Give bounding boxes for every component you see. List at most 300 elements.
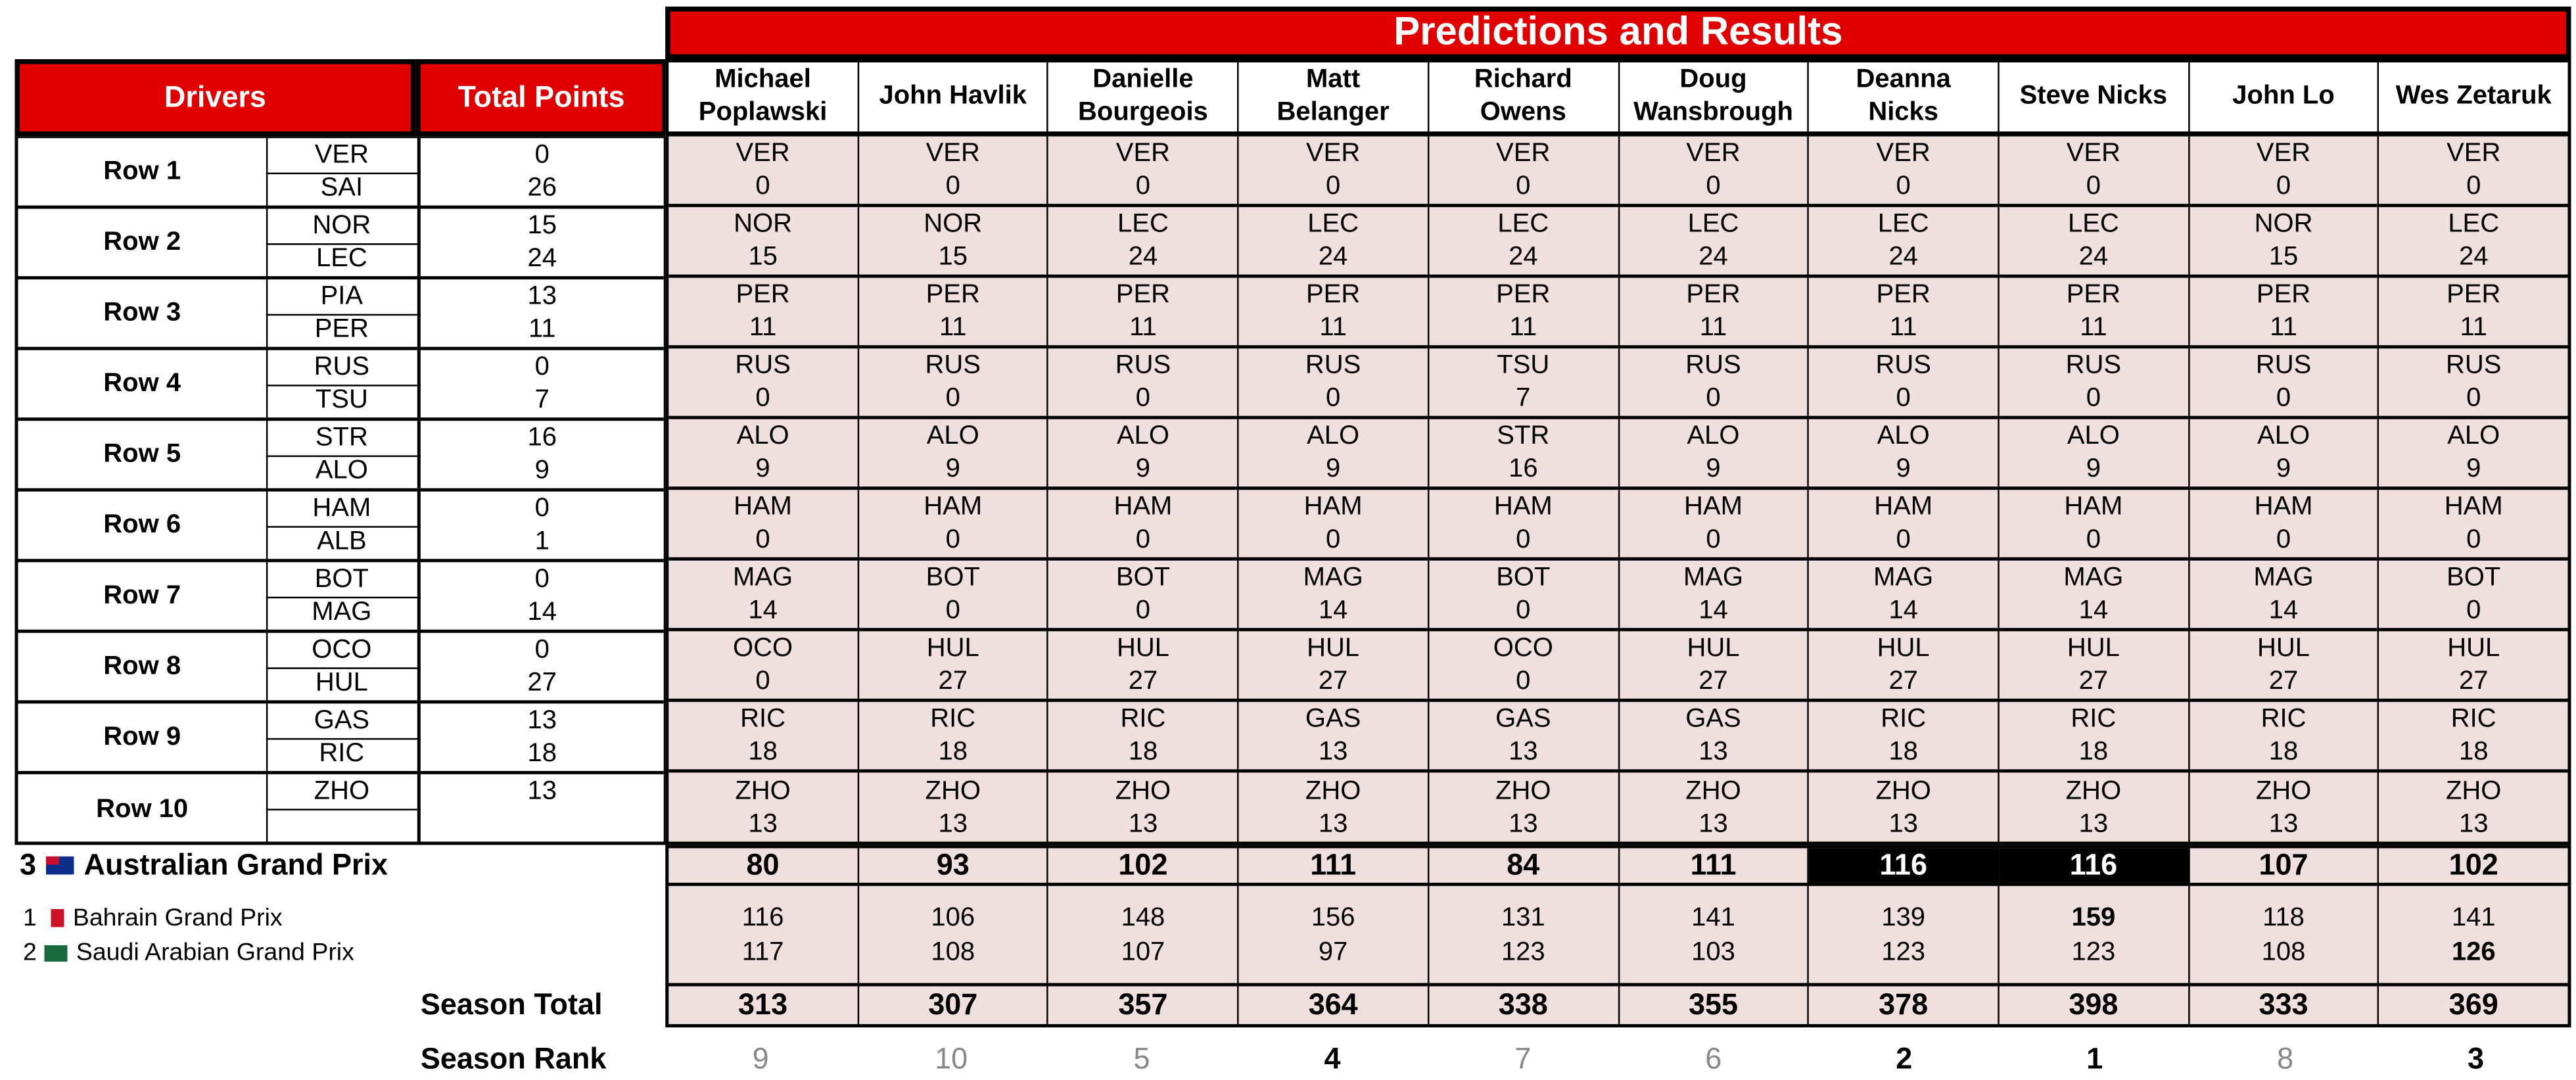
row-label: Row 10 <box>18 774 268 845</box>
driver-code: RUS <box>266 350 421 387</box>
predicted-points: 0 <box>2276 172 2291 200</box>
predicted-driver: HUL <box>1687 634 1740 662</box>
predicted-driver: HUL <box>2447 634 2500 662</box>
previous-race-score: 123 <box>2071 937 2116 966</box>
predicted-driver: PER <box>1686 280 1741 308</box>
predicted-driver: HUL <box>1877 634 1930 662</box>
predicted-points: 0 <box>1896 172 1911 200</box>
driver-points: 16 <box>527 423 557 452</box>
predicted-driver: PER <box>1496 280 1551 308</box>
prediction-cell <box>1619 137 1809 204</box>
prediction-cell <box>1619 561 1809 628</box>
previous-race-score: 141 <box>1691 903 1735 931</box>
saudi-arabia-flag-icon <box>45 945 68 961</box>
prediction-cell <box>1429 490 1619 557</box>
row-label: Row 6 <box>18 492 268 559</box>
season-total-value: 369 <box>2448 987 2498 1021</box>
prediction-cell <box>858 490 1048 557</box>
prediction-cell <box>1619 348 1809 416</box>
prediction-cell <box>2190 772 2379 843</box>
driver-code: LEC <box>266 243 421 276</box>
driver-points: 0 <box>534 352 550 381</box>
predicted-points: 24 <box>1698 242 1728 271</box>
prediction-cell <box>2190 278 2379 346</box>
predicted-points: 11 <box>2460 313 2487 341</box>
race-score: 80 <box>668 848 858 883</box>
prediction-cell <box>2190 207 2379 275</box>
season-total-value: 357 <box>1049 986 1239 1024</box>
predicted-driver: OCO <box>1493 634 1553 662</box>
predicted-driver: HUL <box>2257 634 2310 662</box>
prediction-cell <box>2379 207 2568 275</box>
predicted-driver: PER <box>2447 280 2501 308</box>
prediction-cell <box>1809 702 1999 770</box>
previous-races-labels <box>23 901 354 970</box>
driver-points: 18 <box>527 740 557 768</box>
drivers-header <box>14 59 415 137</box>
season-rank-value: 1 <box>2086 1041 2103 1075</box>
prediction-cell <box>2190 490 2379 557</box>
predicted-driver: MAG <box>1303 563 1363 592</box>
previous-race-scores-cell <box>668 886 858 983</box>
predicted-points: 11 <box>939 313 967 341</box>
predicted-points: 0 <box>2086 525 2101 553</box>
prediction-cell <box>1239 561 1429 628</box>
prediction-cell <box>1239 490 1429 557</box>
driver-code: HUL <box>266 667 421 700</box>
predicted-points: 24 <box>1509 242 1538 271</box>
predicted-driver: LEC <box>1117 209 1169 238</box>
prediction-cell <box>2379 631 2568 699</box>
prediction-cell <box>858 419 1048 487</box>
predicted-driver: ALO <box>2257 421 2310 450</box>
row-label: Row 9 <box>18 703 268 771</box>
predicted-points: 0 <box>2086 172 2101 200</box>
current-race-title <box>20 847 388 883</box>
predicted-driver: ZHO <box>735 776 791 805</box>
predicted-points: 0 <box>1706 525 1721 553</box>
prediction-cell <box>1049 348 1239 416</box>
predicted-points: 18 <box>2078 737 2109 766</box>
predicted-points: 11 <box>2080 313 2107 341</box>
race-score: 116 <box>2000 848 2190 883</box>
prediction-cell <box>1809 348 1999 416</box>
predicted-driver: BOT <box>2447 563 2501 592</box>
previous-race-score: 141 <box>2451 903 2496 931</box>
predicted-driver: HUL <box>1116 634 1169 662</box>
predicted-points: 0 <box>1706 172 1721 200</box>
predicted-points: 0 <box>755 525 770 553</box>
predicted-driver: VER <box>1305 139 1361 167</box>
predicted-points: 18 <box>2458 737 2489 766</box>
driver-code: SAI <box>266 173 421 206</box>
previous-race-label <box>23 935 354 970</box>
row-label: Row 5 <box>18 421 268 488</box>
driver-code: BOT <box>266 562 421 598</box>
predicted-driver: ALO <box>926 421 979 450</box>
prediction-cell <box>1809 207 1999 275</box>
previous-race-scores-cell <box>1619 886 1809 983</box>
predicted-driver: PER <box>2066 280 2120 308</box>
prediction-row <box>668 207 2567 278</box>
predicted-driver: HAM <box>1303 492 1363 521</box>
prediction-row <box>668 772 2567 843</box>
prediction-cell <box>858 278 1048 346</box>
prediction-cell <box>858 207 1048 275</box>
predicted-driver: ZHO <box>1115 776 1171 805</box>
prediction-cell <box>2190 702 2379 770</box>
row-label: Row 7 <box>18 562 268 630</box>
prediction-cell <box>2000 419 2190 487</box>
predicted-driver: MAG <box>2253 563 2314 592</box>
banner-title: Predictions and Results <box>1393 10 1843 55</box>
predicted-points: 0 <box>945 383 960 412</box>
predicted-points: 18 <box>2268 737 2299 766</box>
prediction-cell <box>1239 631 1429 699</box>
predicted-points: 24 <box>2078 242 2109 271</box>
predicted-points: 0 <box>1135 172 1151 200</box>
predicted-driver: BOT <box>1115 563 1171 592</box>
previous-race-label <box>23 901 354 935</box>
predicted-driver: BOT <box>925 563 980 592</box>
prediction-cell <box>2000 631 2190 699</box>
predicted-points: 9 <box>1896 454 1911 482</box>
predicted-driver: HUL <box>2067 634 2120 662</box>
season-rank-value: 3 <box>2467 1041 2485 1075</box>
predicted-driver: NOR <box>924 209 983 238</box>
row-label: Row 4 <box>18 350 268 418</box>
previous-race-score: 118 <box>2262 903 2305 931</box>
prediction-cell <box>1619 419 1809 487</box>
predicted-points: 27 <box>1128 667 1158 695</box>
season-rank-value: 9 <box>752 1041 769 1075</box>
driver-points: 13 <box>527 706 557 734</box>
predicted-driver: RUS <box>2255 350 2312 379</box>
predicted-points: 0 <box>1896 383 1911 412</box>
predicted-driver: RUS <box>925 350 981 379</box>
predicted-points: 0 <box>945 596 960 624</box>
previous-race-score: 108 <box>931 937 975 966</box>
prediction-row <box>668 419 2567 490</box>
season-rank-value: 8 <box>2277 1041 2294 1075</box>
prediction-row <box>668 278 2567 349</box>
predicted-driver: PER <box>736 280 790 308</box>
prediction-cell <box>2379 561 2568 628</box>
prediction-cell <box>2379 490 2568 557</box>
predicted-points: 0 <box>1135 525 1151 553</box>
predicted-driver: ZHO <box>1305 776 1361 805</box>
previous-race-score: 156 <box>1311 903 1355 931</box>
prediction-cell <box>2000 772 2190 843</box>
prediction-cell <box>858 772 1048 843</box>
predicted-points: 27 <box>2078 667 2109 695</box>
prediction-cell <box>1429 137 1619 204</box>
row-label: Row 3 <box>18 279 268 347</box>
driver-row <box>18 421 663 492</box>
predicted-driver: LEC <box>2067 209 2119 238</box>
driver-points: 7 <box>534 386 550 415</box>
prediction-cell <box>1429 348 1619 416</box>
previous-race-score: 139 <box>1881 903 1926 931</box>
driver-points: 14 <box>527 598 557 626</box>
season-total-value: 313 <box>668 986 858 1024</box>
previous-race-score: 131 <box>1501 903 1545 931</box>
prediction-cell <box>1429 419 1619 487</box>
previous-race-score: 159 <box>2071 903 2116 931</box>
predicted-driver: VER <box>2256 139 2311 167</box>
predicted-driver: RIC <box>2071 704 2117 733</box>
predicted-points: 18 <box>748 737 778 766</box>
season-total-value: 398 <box>2000 986 2190 1024</box>
driver-points: 24 <box>527 245 557 273</box>
predicted-points: 9 <box>2276 454 2291 482</box>
driver-points: 9 <box>534 457 550 485</box>
season-rank-value: 7 <box>1514 1041 1532 1075</box>
predicted-points: 27 <box>938 667 968 695</box>
season-total-label: Season Total <box>420 987 603 1020</box>
prediction-cell <box>2000 561 2190 628</box>
predicted-points: 27 <box>2458 667 2489 695</box>
prediction-cell <box>1429 207 1619 275</box>
prediction-cell <box>1239 702 1429 770</box>
driver-code: MAG <box>266 597 421 630</box>
season-rank-value: 10 <box>935 1041 968 1075</box>
predicted-driver: RUS <box>2446 350 2502 379</box>
current-race-number: 3 <box>19 847 37 881</box>
prediction-cell <box>2190 419 2379 487</box>
season-total-value: 307 <box>858 986 1048 1024</box>
predicted-driver: LEC <box>1687 209 1739 238</box>
previous-race-score: 103 <box>1691 937 1735 966</box>
predicted-points: 11 <box>2270 313 2297 341</box>
predicted-driver: RUS <box>1685 350 1741 379</box>
predicted-points: 0 <box>945 172 960 200</box>
predicted-driver: VER <box>1496 139 1551 167</box>
prediction-cell <box>1809 772 1999 843</box>
driver-points: 13 <box>527 776 557 805</box>
predicted-driver: ALO <box>736 421 789 450</box>
predicted-points: 13 <box>1698 737 1728 766</box>
prediction-cell <box>1619 278 1809 346</box>
prediction-cell <box>1809 561 1999 628</box>
prediction-cell <box>2379 137 2568 204</box>
driver-points: 0 <box>534 565 550 593</box>
previous-race-scores-cell <box>1809 886 1999 983</box>
prediction-cell <box>858 348 1048 416</box>
driver-code: PIA <box>266 279 421 316</box>
predicted-points: 15 <box>748 242 778 271</box>
prediction-cell <box>2000 278 2190 346</box>
predicted-points: 11 <box>749 313 777 341</box>
predicted-points: 0 <box>1896 525 1911 553</box>
predictor-header-row <box>665 59 2571 137</box>
prediction-cell <box>668 419 858 487</box>
previous-race-score: 107 <box>1121 937 1165 966</box>
predicted-points: 0 <box>2466 525 2481 553</box>
season-total-row <box>665 983 2571 1027</box>
predicted-driver: ZHO <box>1685 776 1741 805</box>
predicted-driver: ALO <box>2067 421 2120 450</box>
predicted-points: 24 <box>1128 242 1158 271</box>
race-score: 93 <box>858 848 1048 883</box>
predicted-driver: ALO <box>1307 421 1360 450</box>
predicted-points: 13 <box>2458 809 2489 838</box>
predicted-driver: HAM <box>1684 492 1743 521</box>
previous-race-name: Bahrain Grand Prix <box>72 904 283 932</box>
prediction-row <box>668 702 2567 773</box>
predictor-name: John Lo <box>2190 62 2379 131</box>
prediction-cell <box>1049 490 1239 557</box>
predicted-points: 0 <box>945 525 960 553</box>
previous-race-score: 123 <box>1881 937 1926 966</box>
prediction-cell <box>2190 137 2379 204</box>
predicted-points: 7 <box>1516 383 1531 412</box>
prediction-cell <box>1429 631 1619 699</box>
predicted-driver: VER <box>925 139 980 167</box>
prediction-cell <box>1049 137 1239 204</box>
previous-race-name: Saudi Arabian Grand Prix <box>76 938 354 967</box>
prediction-cell <box>1049 561 1239 628</box>
predictor-name: Michael Poplawski <box>668 62 858 131</box>
predicted-points: 15 <box>938 242 968 271</box>
predicted-points: 9 <box>1706 454 1721 482</box>
previous-race-score: 148 <box>1121 903 1165 931</box>
predicted-points: 9 <box>1135 454 1151 482</box>
predicted-points: 11 <box>1889 313 1917 341</box>
driver-points: 13 <box>527 281 557 310</box>
predicted-driver: PER <box>925 280 980 308</box>
previous-race-score: 108 <box>2261 937 2306 966</box>
predicted-points: 27 <box>1888 667 1918 695</box>
prediction-cell <box>1619 207 1809 275</box>
predicted-points: 11 <box>1129 313 1157 341</box>
predicted-driver: VER <box>2447 139 2501 167</box>
prediction-cell <box>858 631 1048 699</box>
race-score: 111 <box>1239 848 1429 883</box>
prediction-cell <box>1239 207 1429 275</box>
prediction-cell <box>668 561 858 628</box>
prediction-cell <box>1429 561 1619 628</box>
prediction-cell <box>1429 772 1619 843</box>
predicted-points: 24 <box>1888 242 1918 271</box>
predicted-points: 0 <box>1135 596 1151 624</box>
prediction-cell <box>668 631 858 699</box>
prediction-cell <box>2379 419 2568 487</box>
predicted-points: 0 <box>1325 383 1341 412</box>
prediction-cell <box>1429 278 1619 346</box>
driver-points: 11 <box>528 316 556 344</box>
predicted-driver: TSU <box>1497 350 1550 379</box>
driver-code: ALB <box>266 526 421 559</box>
predicted-points: 0 <box>1325 525 1341 553</box>
driver-code: OCO <box>266 633 421 669</box>
race-score: 84 <box>1429 848 1619 883</box>
current-race-scores <box>665 845 2571 886</box>
prediction-cell <box>2000 702 2190 770</box>
predicted-driver: OCO <box>733 634 793 662</box>
predicted-points: 13 <box>2268 809 2299 838</box>
previous-race-score: 123 <box>1501 937 1545 966</box>
driver-code: VER <box>266 138 421 174</box>
prediction-cell <box>2379 348 2568 416</box>
prediction-cell <box>2000 137 2190 204</box>
predicted-driver: ZHO <box>1495 776 1551 805</box>
prediction-cell <box>1239 348 1429 416</box>
predicted-driver: PER <box>1305 280 1361 308</box>
prediction-cell <box>668 207 858 275</box>
previous-race-scores-cell <box>858 886 1048 983</box>
prediction-cell <box>668 348 858 416</box>
previous-race-score: 126 <box>2451 937 2496 966</box>
predicted-points: 0 <box>1516 525 1531 553</box>
drivers-header-label: Drivers <box>164 80 266 114</box>
driver-points: 0 <box>534 494 550 522</box>
predicted-points: 14 <box>1318 596 1348 624</box>
predicted-driver: GAS <box>1305 704 1361 733</box>
predicted-driver: RIC <box>930 704 976 733</box>
driver-row <box>18 703 663 774</box>
predicted-points: 13 <box>1509 809 1538 838</box>
season-total-value: 378 <box>1809 986 1999 1024</box>
prediction-cell <box>2379 702 2568 770</box>
prediction-cell <box>2190 631 2379 699</box>
predicted-points: 24 <box>1318 242 1348 271</box>
season-rank-value: 2 <box>1896 1041 1913 1075</box>
predicted-driver: RUS <box>735 350 791 379</box>
predicted-driver: VER <box>2066 139 2120 167</box>
prediction-cell <box>668 772 858 843</box>
prediction-cell <box>1809 419 1999 487</box>
season-rank-value: 4 <box>1324 1041 1341 1075</box>
driver-row <box>18 633 663 704</box>
predicted-driver: LEC <box>1307 209 1359 238</box>
predicted-points: 14 <box>748 596 778 624</box>
predicted-driver: STR <box>1497 421 1550 450</box>
predicted-points: 14 <box>1888 596 1918 624</box>
predicted-driver: MAG <box>1873 563 1934 592</box>
prediction-cell <box>858 137 1048 204</box>
row-label: Row 2 <box>18 209 268 277</box>
predicted-points: 0 <box>1706 383 1721 412</box>
prediction-row <box>668 137 2567 208</box>
prediction-cell <box>668 137 858 204</box>
previous-race-number: 1 <box>22 904 37 932</box>
predicted-driver: VER <box>736 139 790 167</box>
driver-code: NOR <box>266 209 421 245</box>
season-total-value: 333 <box>2190 986 2379 1024</box>
predicted-driver: ZHO <box>2255 776 2312 805</box>
predicted-driver: LEC <box>2448 209 2500 238</box>
season-rank-value: 6 <box>1705 1041 1722 1075</box>
prediction-row <box>668 561 2567 632</box>
prediction-cell <box>2000 207 2190 275</box>
predicted-points: 0 <box>1516 596 1531 624</box>
predicted-points: 13 <box>1128 809 1158 838</box>
predicted-driver: VER <box>1115 139 1171 167</box>
race-score: 116 <box>1809 848 1999 883</box>
predicted-points: 9 <box>945 454 960 482</box>
previous-race-score: 97 <box>1318 937 1348 966</box>
previous-race-scores-cell <box>1239 886 1429 983</box>
driver-code: TSU <box>266 385 421 417</box>
previous-race-score: 117 <box>741 937 784 966</box>
prediction-row <box>668 631 2567 702</box>
predicted-driver: ZHO <box>2446 776 2502 805</box>
prediction-cell <box>858 702 1048 770</box>
predicted-points: 0 <box>2086 383 2101 412</box>
prediction-cell <box>1809 490 1999 557</box>
predicted-points: 0 <box>1325 172 1341 200</box>
